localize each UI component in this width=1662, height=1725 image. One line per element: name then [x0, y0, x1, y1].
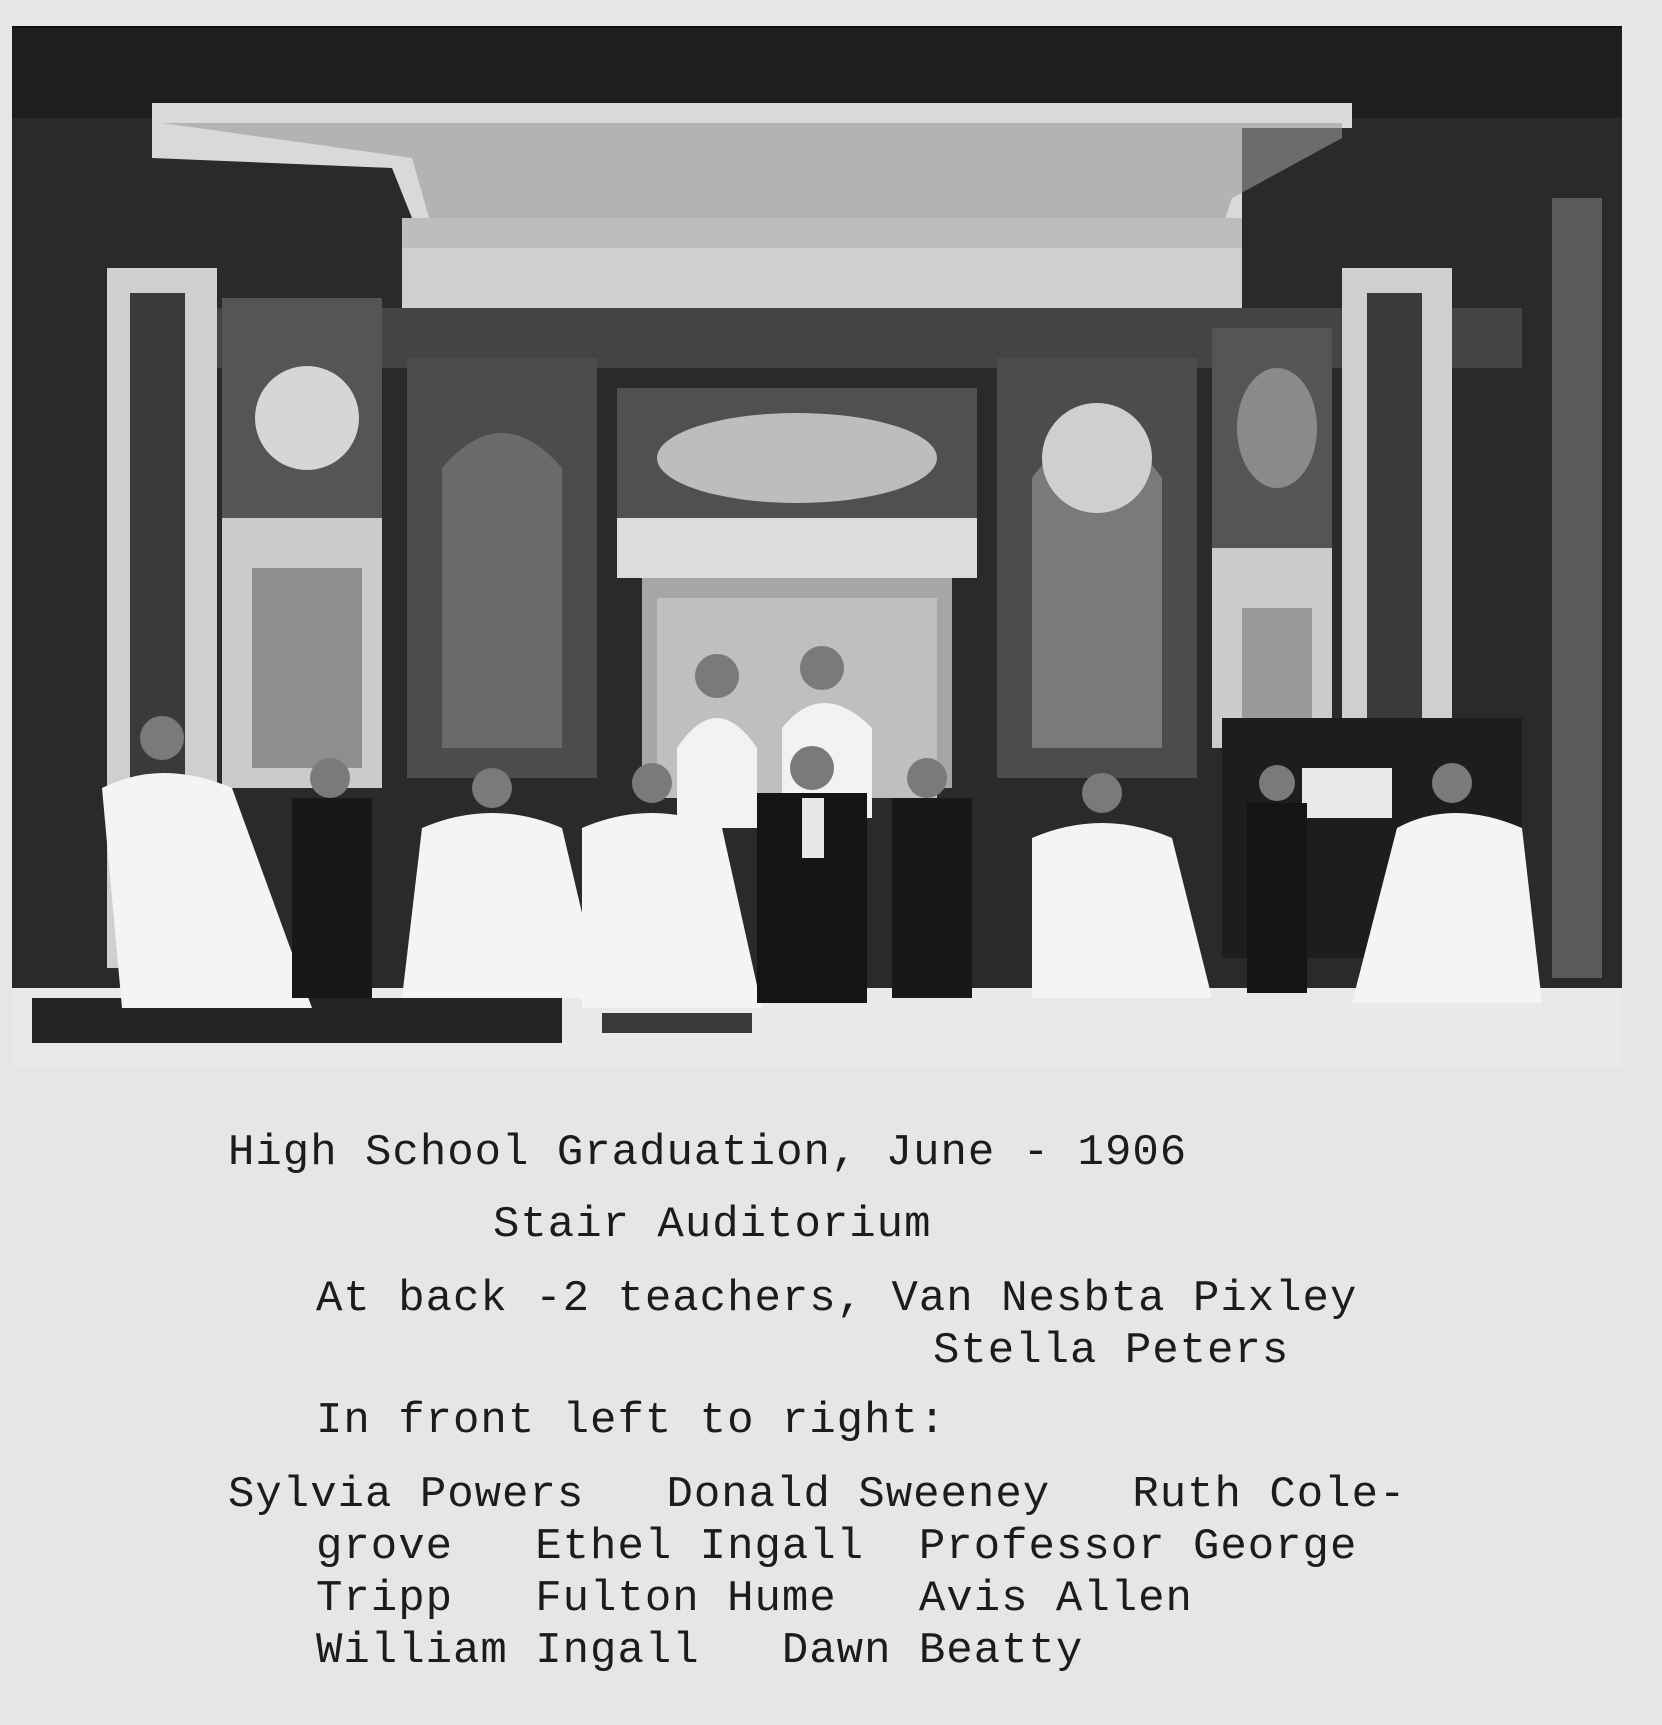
caption-names-line-1: Sylvia Powers Donald Sweeney Ruth Cole-: [228, 1470, 1407, 1520]
caption-back-line-2: Stella Peters: [933, 1326, 1290, 1376]
graduation-photograph: [12, 26, 1622, 1068]
caption-names-line-4: William Ingall Dawn Beatty: [316, 1626, 1084, 1676]
caption-title: High School Graduation, June - 1906: [228, 1128, 1188, 1178]
caption-names-line-2: grove Ethel Ingall Professor George: [316, 1522, 1358, 1572]
caption-names-line-3: Tripp Fulton Hume Avis Allen: [316, 1574, 1193, 1624]
caption-front-heading: In front left to right:: [316, 1396, 947, 1446]
caption-back-line-1: At back -2 teachers, Van Nesbta Pixley: [316, 1274, 1358, 1324]
photo-illustration: [12, 28, 1622, 1068]
caption-venue: Stair Auditorium: [493, 1200, 932, 1250]
